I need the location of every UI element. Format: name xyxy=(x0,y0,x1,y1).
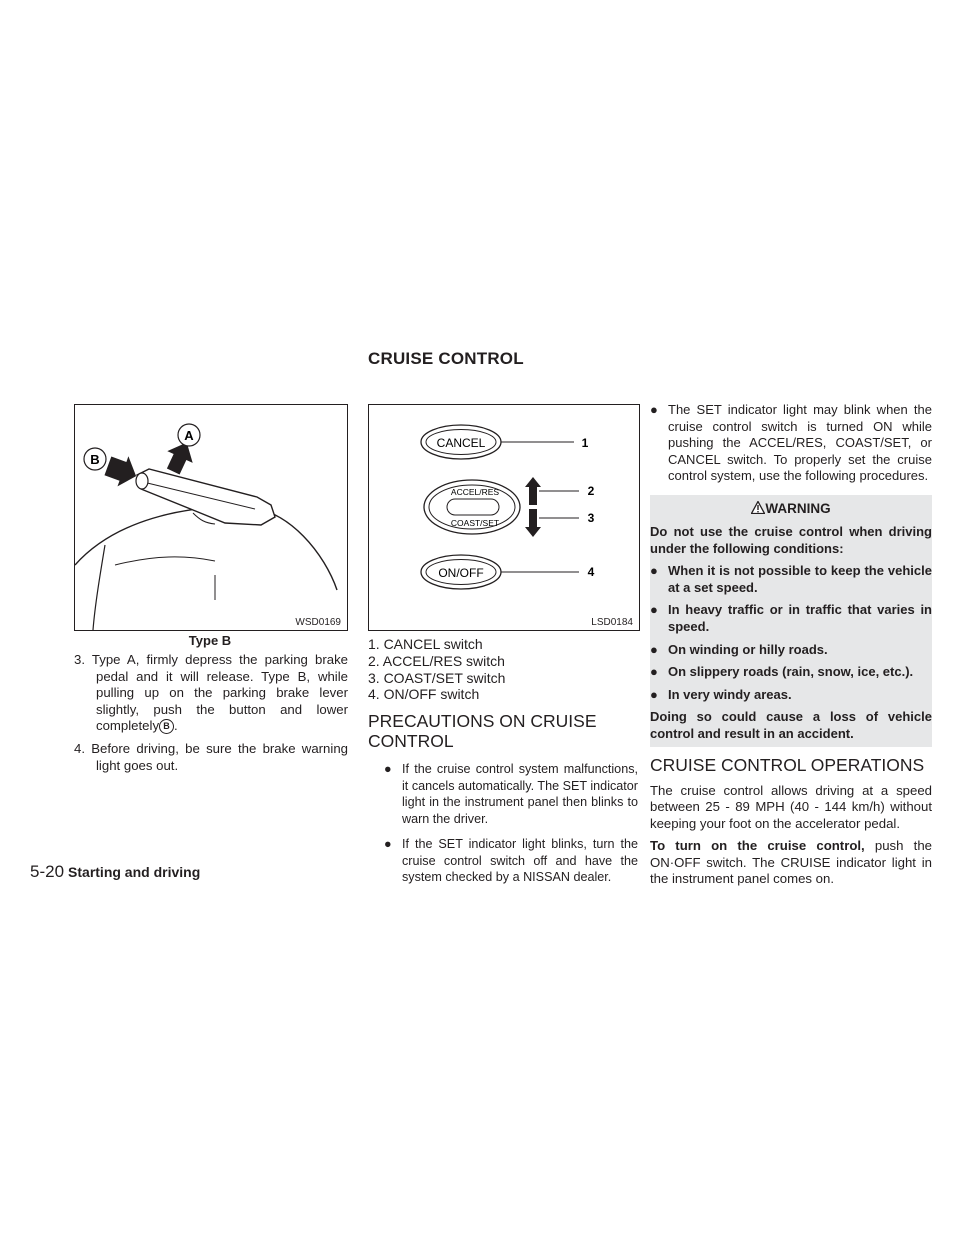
footer-section: Starting and driving xyxy=(68,864,201,880)
operations-text: push the ON·OFF switch. The CRUISE indicator light in the instrument panel comes on. xyxy=(650,838,932,887)
warning-title-text: WARNING xyxy=(765,500,831,516)
accel-label: ACCEL/RES xyxy=(450,487,500,497)
precaution-text: If the cruise control system malfunctions, it cancels automatically. The SET indicator light in the instrument panel then blinks to warn the driver. xyxy=(402,762,638,826)
cruise-switch-illustration xyxy=(369,405,639,630)
set-indicator-text: The SET indicator light may blink when the cruise control switch is turned ON while pushing the ACCEL/RES, COAST/SET, or CANCEL switch. To properly set the cruise control system, use the following procedures. xyxy=(668,402,932,484)
bullet-icon: ● xyxy=(384,762,392,777)
parking-brake-figure xyxy=(74,404,348,631)
figure-code: WSD0169 xyxy=(295,617,341,628)
operations-paragraph xyxy=(650,838,932,888)
step-3-number: 3. xyxy=(74,652,85,667)
switch-list-item: 3. COAST/SET switch xyxy=(368,669,506,686)
column-1 xyxy=(74,652,348,780)
warning-item: ● In heavy traffic or in traffic that varies in speed. xyxy=(650,602,932,634)
precaution-bullet xyxy=(368,761,638,827)
operations-heading: CRUISE CONTROL OPERATIONS xyxy=(650,754,925,775)
coast-label: COAST/SET xyxy=(450,518,500,528)
precaution-text: If the SET indicator light blinks, turn the cruise control switch off and have the system checked by a NISSAN dealer. xyxy=(402,837,638,885)
bullet-icon: ● xyxy=(650,641,658,657)
figure-caption: Type B xyxy=(188,633,232,648)
warning-item: ● On slippery roads (rain, snow, ice, etc.). xyxy=(650,664,914,680)
step-3-text: Type A, firmly depress the parking brake pedal and it will release. Type B, while pulling up on the parking brake lever slightly, push the button and lower completely xyxy=(91,652,348,734)
section-title: CRUISE CONTROL xyxy=(368,349,524,368)
switch-list-item: 1. CANCEL switch xyxy=(368,636,483,652)
operations-bold-lead: To turn on the cruise control, xyxy=(650,838,865,854)
bullet-icon: ● xyxy=(650,402,658,417)
step-4-number: 4. xyxy=(74,740,85,756)
warning-title xyxy=(650,501,932,516)
warning-triangle-icon xyxy=(751,501,765,514)
arrow-b-icon xyxy=(102,451,141,491)
figure-code: LSD0184 xyxy=(591,617,633,628)
operations-paragraph: The cruise control allows driving at a speed between 25 - 89 MPH (40 - 144 km/h) without keeping your foot on the accelerator pedal. xyxy=(650,782,932,831)
callout-3: 3 xyxy=(587,511,595,525)
warning-item: ● In very windy areas. xyxy=(650,686,792,702)
cancel-label: CANCEL xyxy=(436,436,486,450)
warning-item: ● When it is not possible to keep the vehicle at a set speed. xyxy=(650,563,932,595)
onoff-label: ON/OFF xyxy=(438,566,484,580)
precautions-heading: PRECAUTIONS ON CRUISE CONTROL xyxy=(368,711,597,752)
parking-brake-illustration xyxy=(75,405,347,630)
step-4 xyxy=(74,741,348,774)
label-a: A xyxy=(184,428,194,443)
coast-down-arrow-icon xyxy=(525,509,541,537)
warning-outro: Doing so could cause a loss of vehicle control and result in an accident. xyxy=(650,709,932,741)
step-4-text: Before driving, be sure the brake warning light goes out. xyxy=(91,740,348,773)
column-3 xyxy=(650,402,932,894)
precaution-bullet xyxy=(368,836,638,886)
switch-list-item: 2. ACCEL/RES switch xyxy=(368,652,505,669)
step-3-end: . xyxy=(174,718,178,734)
callout-2: 2 xyxy=(587,484,595,498)
warning-item: ● On winding or hilly roads. xyxy=(650,641,828,657)
bullet-icon: ● xyxy=(650,664,658,680)
warning-intro: Do not use the cruise control when driving under the following conditions: xyxy=(650,523,932,556)
callout-1: 1 xyxy=(581,436,589,450)
column-2 xyxy=(368,636,638,895)
warning-box xyxy=(650,495,932,747)
page-number: 5-20 xyxy=(30,862,65,881)
page-footer xyxy=(30,862,200,882)
cruise-switch-figure xyxy=(368,404,640,631)
switch-list xyxy=(368,636,638,703)
bullet-icon: ● xyxy=(384,837,392,852)
set-indicator-bullet xyxy=(650,402,932,485)
bullet-icon: ● xyxy=(650,563,658,579)
accel-up-arrow-icon xyxy=(525,477,541,505)
callout-4: 4 xyxy=(587,565,595,579)
step-3 xyxy=(74,652,348,735)
label-b: B xyxy=(90,452,100,467)
bullet-icon: ● xyxy=(650,686,658,702)
switch-list-item: 4. ON/OFF switch xyxy=(368,686,480,703)
bullet-icon: ● xyxy=(650,602,658,618)
circled-b-icon: B xyxy=(159,719,174,734)
